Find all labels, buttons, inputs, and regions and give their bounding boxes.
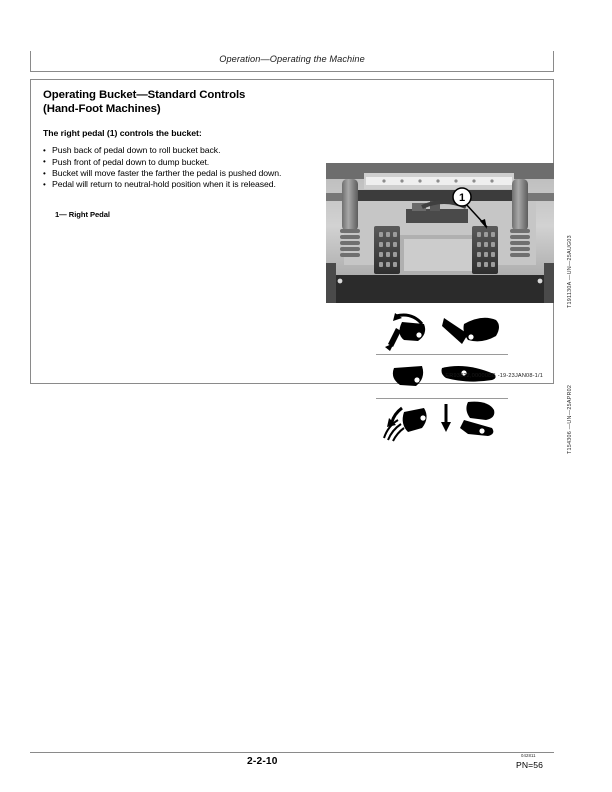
instruction-list — [43, 145, 295, 190]
foot-toe-down-icon — [438, 398, 508, 442]
content-block — [30, 79, 573, 454]
page-title-line2: (Hand-Foot Machines) — [43, 103, 161, 116]
document-id: ER93822,00000BB -19-23JAN08-1/1 — [445, 373, 543, 379]
footer-date-code: 042811 — [521, 753, 536, 758]
photo-graphic — [326, 163, 554, 303]
list-item: • Pedal will return to neutral-hold position when it is released. — [43, 179, 295, 190]
pictogram-art-caption: T154306 —UN—25APR02 — [567, 384, 573, 454]
footer-divider — [30, 752, 554, 753]
page-title-line1: Operating Bucket—Standard Controls — [43, 89, 246, 101]
list-item: • Bucket will move faster the farther the pedal is pushed down. — [43, 168, 295, 179]
bucket-rollback-icon — [378, 310, 436, 354]
list-item: • Push back of pedal down to roll bucket back. — [43, 145, 295, 156]
bucket-dump-icon — [378, 398, 436, 442]
page-title — [43, 88, 295, 116]
right-pedal — [472, 226, 498, 274]
running-header — [30, 51, 554, 72]
foot-heel-down-icon — [438, 310, 508, 354]
callout-legend: 1— Right Pedal — [55, 209, 110, 219]
svg-text:1: 1 — [458, 192, 466, 204]
lead-sentence: The right pedal (1) controls the bucket: — [43, 128, 202, 139]
running-header-title: Operation—Operating the Machine — [219, 54, 365, 64]
bucket-neutral-icon — [378, 354, 436, 398]
text-column — [43, 88, 295, 219]
foot-pedal-photo — [326, 163, 554, 303]
pictogram-row-rollback — [376, 310, 508, 354]
left-pedal — [374, 226, 400, 274]
list-item: • Push front of pedal down to dump bucket. — [43, 157, 295, 168]
photo-art-caption: T191130A —UN—25AUG03 — [567, 235, 573, 308]
page-number: 2-2-10 — [247, 756, 278, 767]
pictogram-row-dump — [376, 398, 508, 442]
footer-pn: PN=56 — [516, 760, 544, 770]
